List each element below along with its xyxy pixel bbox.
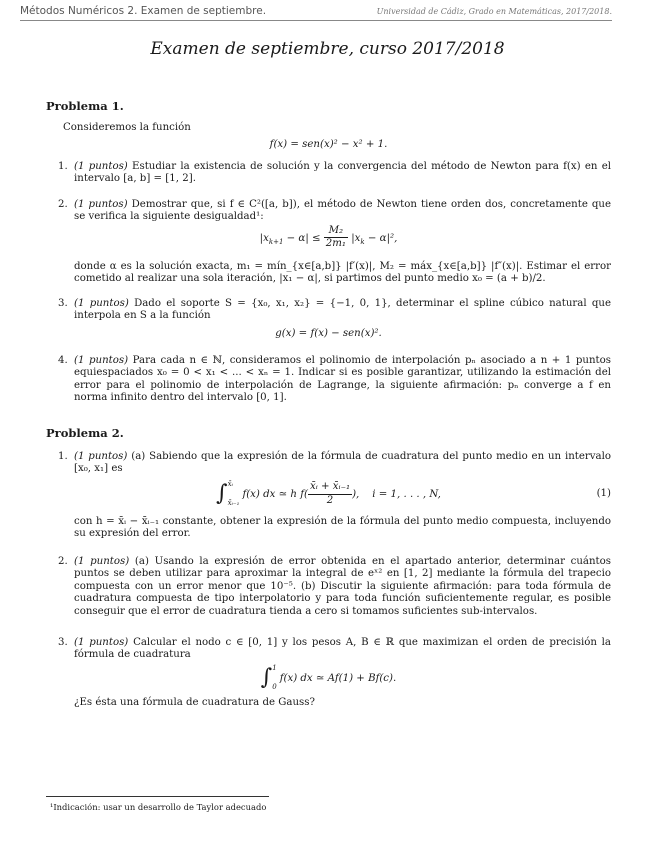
- header-course: Métodos Numéricos 2. Examen de septiembre.: [20, 5, 267, 17]
- problem2-heading: Problema 2.: [46, 426, 124, 440]
- p1-item1: [74, 161, 611, 186]
- p1-item3-number: 3.: [58, 298, 68, 309]
- p2-item1-points: (1 puntos): [74, 451, 128, 462]
- exam-title: Examen de septiembre, curso 2017/2018: [150, 39, 505, 59]
- p2-item1-continuation: con h = x̄ᵢ − x̄ᵢ₋₁ constante, obtener la expresión de la fórmula del punto medio compuesta, incluyendo su expresión del error.: [74, 516, 611, 540]
- p1-item4: [74, 355, 611, 405]
- gauss-question: ¿Es ésta una fórmula de cuadratura de Gauss?: [74, 697, 315, 708]
- p2-item3-text: Calcular el nodo c ∈ [0, 1] y los pesos A, B ∈ ℝ que maximizan el orden de precisión la fórmula de cuadratura: [74, 637, 611, 661]
- p1-item3-points: (1 puntos): [74, 298, 129, 309]
- p2-item3-points: (1 puntos): [74, 637, 129, 648]
- p1-item2: [74, 199, 611, 224]
- p2-item2-text: (a) Usando la expresión de error obtenida en el apartado anterior, determinar cuántos puntos se deben utilizar para aproximar la integral de eˣ² en [1, 2] mediante la fórmula del trapecio compuesta con un error menor que 10⁻⁵. (b) Discutir la siguiente afirmación: para toda fórmula de cuadratura compuesta de tipo interpolatorio y para toda función suficientemente regular, es posible conseguir que el error de cuadratura tienda a cero si tomamos suficientes sub-intervalos.: [74, 556, 611, 617]
- p2-item1-text: (a) Sabiendo que la expresión de la fórmula de cuadratura del punto medio en un intervalo [x₀, x₁] es: [74, 451, 611, 475]
- p2-item1: [74, 451, 611, 476]
- header-university: Universidad de Cádiz, Grado en Matemáticas, 2017/2018.: [376, 7, 612, 16]
- p1-item2-number: 2.: [58, 199, 68, 210]
- problem1-inequality: $|x_{k+1} - \alpha|$ ≤ $\frac{\text{M₂}}{\text{2m₁}}$ $|x_k - \alpha|^2$,: [259, 225, 398, 250]
- inequality-fraction: $\frac{\text{M₂}}{\text{2m₁}}$: [325, 225, 346, 250]
- p2-item3: [74, 637, 611, 662]
- p1-item1-text: Estudiar la existencia de solución y la convergencia del método de Newton para f(x) en el intervalo [a, b] = [1, 2].: [74, 161, 611, 185]
- running-header: [20, 4, 612, 21]
- midpoint-rule-equation: ∫ x̄ᵢ x̄ᵢ₋₁ f(x) dx ≃ h f( $\frac{\text{x̄ᵢ + x̄ᵢ₋₁}}{2}$ ), i = 1, . . . , N,: [216, 480, 441, 507]
- p1-item1-number: 1.: [58, 161, 68, 172]
- midpoint-fraction: $\frac{\text{x̄ᵢ + x̄ᵢ₋₁}}{2}$: [309, 481, 351, 506]
- p1-item4-number: 4.: [58, 355, 68, 366]
- footnote-rule: [46, 796, 269, 797]
- p1-item1-points: (1 puntos): [74, 161, 128, 172]
- integral-sign: ∫: [216, 480, 228, 506]
- problem1-intro: Consideremos la función: [63, 122, 191, 133]
- p1-item2-continuation: donde α es la solución exacta, m₁ = mín_{x∈[a,b]} |f′(x)|, M₂ = máx_{x∈[a,b]} |f″(x)|. Estimar el error cometido al realizar una sola iteración, |x₁ − α|, si partimos del punto medio x₀ = (a + b)/2.: [74, 261, 611, 285]
- p2-item3-number: 3.: [58, 637, 68, 648]
- p2-item2-number: 2.: [58, 556, 68, 567]
- problem1-equation-g: g(x) = f(x) − sen(x)².: [275, 328, 382, 339]
- p2-item2: [74, 556, 611, 618]
- p2-item1-number: 1.: [58, 451, 68, 462]
- footnote: ¹Indicación: usar un desarrollo de Taylor adecuado: [50, 802, 267, 812]
- integral-sign-2: ∫: [260, 664, 273, 690]
- p2-item2-points: (1 puntos): [74, 556, 130, 567]
- problem1-equation-f: f(x) = sen(x)² − x² + 1.: [269, 139, 388, 150]
- gauss-quadrature-equation: ∫ 1 0 f(x) dx ≃ Af(1) + Bf(c).: [260, 664, 397, 691]
- p1-item3: [74, 298, 611, 323]
- p1-item4-points: (1 puntos): [74, 355, 129, 366]
- p1-item4-text: Para cada n ∈ ℕ, consideramos el polinomio de interpolación pₙ asociado a n + 1 puntos equiespaciados x₀ = 0 < x₁ < ... < xₙ = 1. Indicar si es posible garantizar, utilizando la estimación del error para el polinomio de interpolación de Lagrange, la siguiente afirmación: pₙ converge a f en norma infinito dentro del intervalo [0, 1].: [74, 355, 611, 404]
- problem1-heading: Problema 1.: [46, 99, 124, 113]
- p1-item3-text: Dado el soporte S = {x₀, x₁, x₂} = {−1, 0, 1}, determinar el spline cúbico natural que interpola en S a la función: [74, 298, 611, 322]
- equation-number: (1): [596, 488, 611, 499]
- p1-item2-text: Demostrar que, si f ∈ C²([a, b]), el método de Newton tiene orden dos, concretamente que se verifica la siguiente desigualdad¹:: [74, 199, 611, 223]
- p1-item2-points: (1 puntos): [74, 199, 128, 210]
